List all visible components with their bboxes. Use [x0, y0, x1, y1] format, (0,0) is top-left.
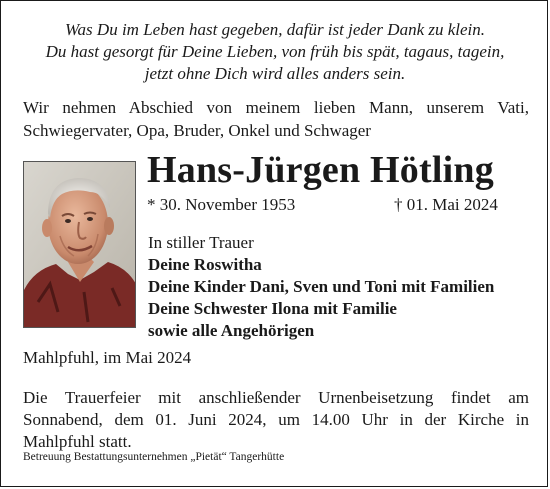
death-date: † 01. Mai 2024 — [394, 195, 498, 214]
service-line: Mahlpfuhl statt. — [23, 432, 132, 451]
mourners-list — [148, 232, 528, 342]
intro-line: Schwiegervater, Opa, Bruder, Onkel und Schwager — [23, 121, 371, 140]
funeral-home-credit: Betreuung Bestattungsunternehmen „Pietät“ Tangerhütte — [23, 451, 285, 463]
service-info — [23, 387, 529, 453]
mourner-line: Deine Schwester Ilona mit Familie — [148, 299, 397, 318]
intro-text — [23, 96, 529, 142]
mourner-line: Deine Roswitha — [148, 255, 262, 274]
service-line: Die Trauerfeier mit anschließender Urnenbeisetzung findet am — [23, 388, 529, 407]
intro-line: Wir nehmen Abschied von meinem lieben Mann, unserem Vati, — [23, 98, 529, 117]
poem — [1, 19, 549, 85]
birth-date: * 30. November 1953 — [147, 195, 296, 214]
mourner-line: Deine Kinder Dani, Sven und Toni mit Familien — [148, 277, 495, 296]
poem-line: Du hast gesorgt für Deine Lieben, von früh bis spät, tagaus, tagein, — [45, 42, 505, 61]
place-date: Mahlpfuhl, im Mai 2024 — [23, 348, 192, 367]
deceased-name: Hans-Jürgen Hötling — [147, 149, 494, 191]
service-line: Sonnabend, dem 01. Juni 2024, um 14.00 Uhr in der Kirche in — [23, 410, 529, 429]
portrait-photo — [23, 161, 136, 328]
poem-line: Was Du im Leben hast gegeben, dafür ist jeder Dank zu klein. — [64, 20, 486, 39]
mourner-line: sowie alle Angehörigen — [148, 321, 315, 340]
poem-line: jetzt ohne Dich wird alles anders sein. — [144, 64, 406, 83]
mourners-lead: In stiller Trauer — [148, 233, 254, 252]
